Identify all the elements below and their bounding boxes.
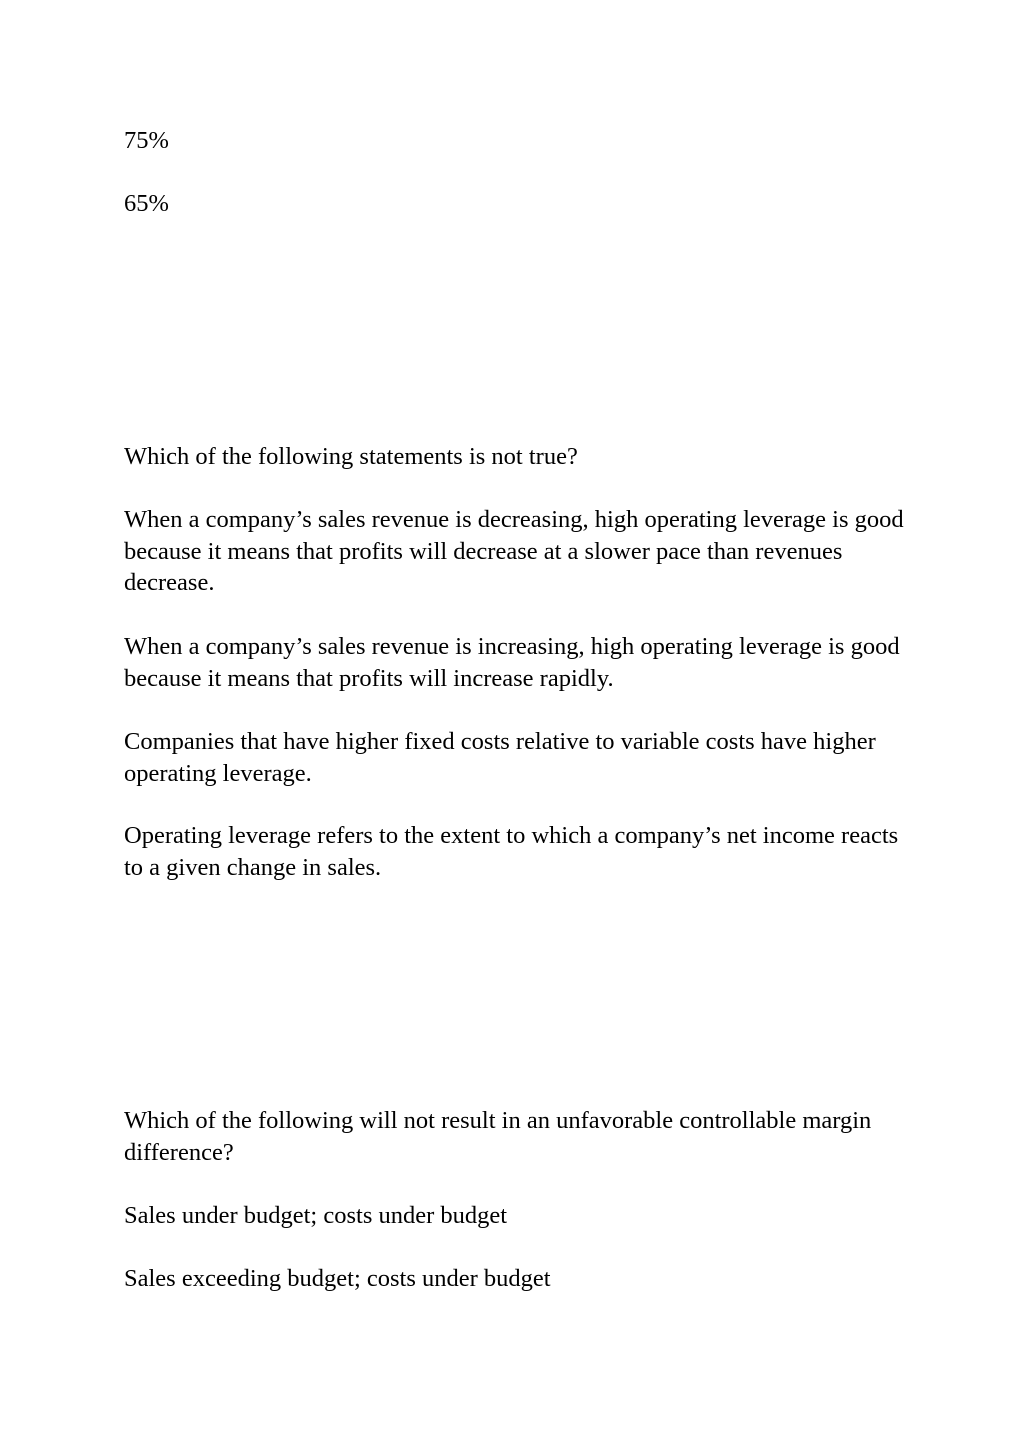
answer-option-75-percent: 75% bbox=[124, 127, 169, 154]
question-prompt: Which of the following will not result in an unfavorable controllable margin difference? bbox=[124, 1107, 872, 1166]
answer-option: Sales under budget; costs under budget bbox=[124, 1202, 508, 1229]
answer-option: When a company’s sales revenue is decreasing, high operating leverage is good because it means that profits will decrease at a slower pace than revenues decrease. bbox=[124, 506, 904, 596]
answer-option: When a company’s sales revenue is increasing, high operating leverage is good because it means that profits will increase rapidly. bbox=[124, 633, 900, 692]
answer-option-65-percent: 65% bbox=[124, 190, 169, 217]
answer-option: Companies that have higher fixed costs relative to variable costs have higher operating leverage. bbox=[124, 728, 876, 787]
answer-option: Sales exceeding budget; costs under budget bbox=[124, 1265, 551, 1292]
question-prompt: Which of the following statements is not true? bbox=[124, 443, 578, 470]
answer-option: Operating leverage refers to the extent to which a company’s net income reacts to a given change in sales. bbox=[124, 822, 899, 881]
